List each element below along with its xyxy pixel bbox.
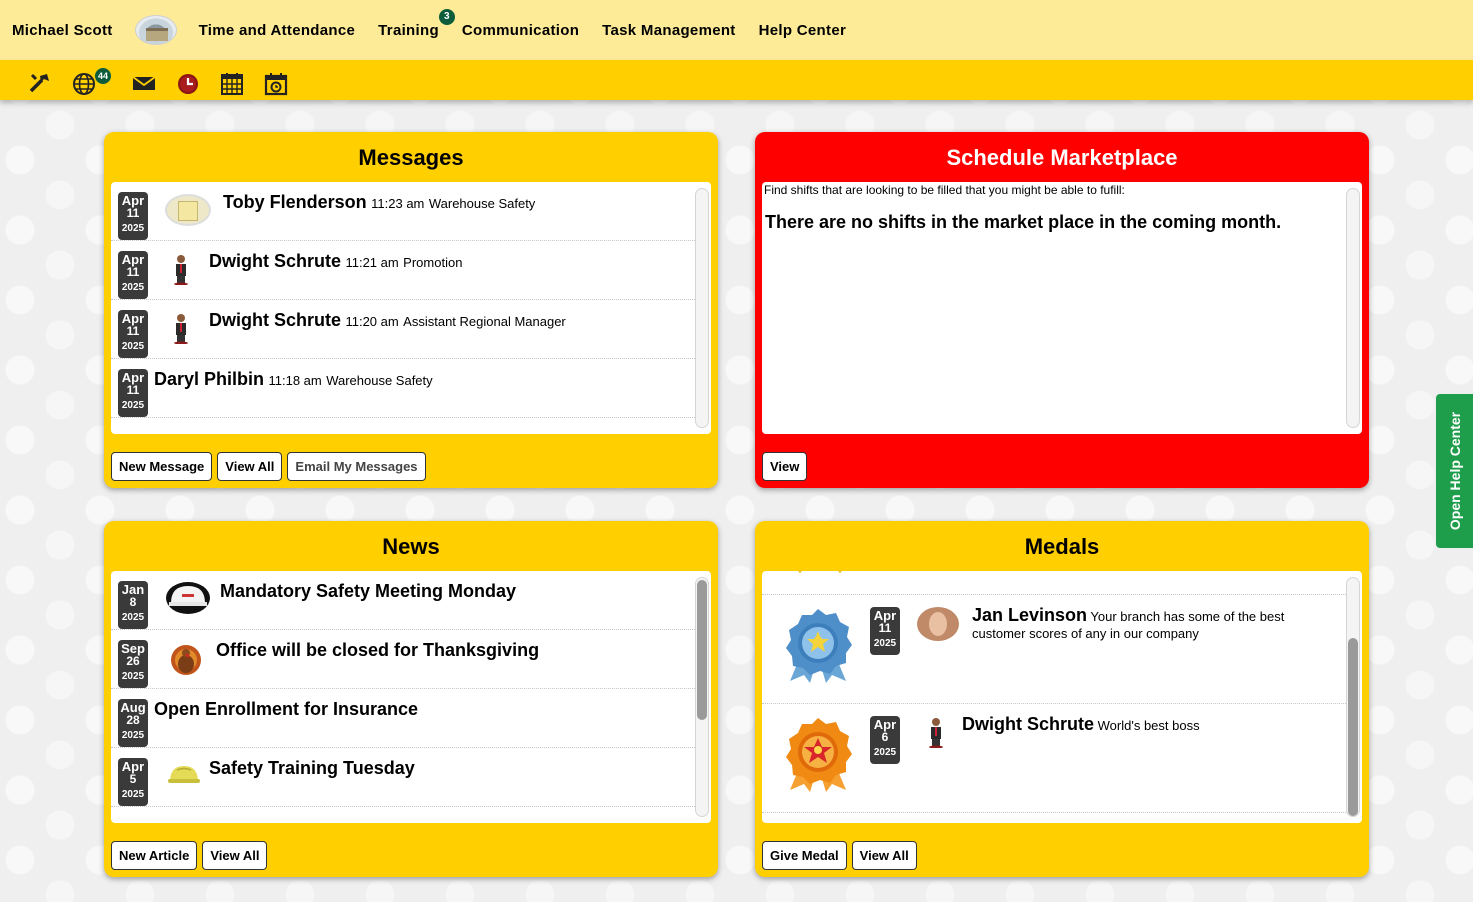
news-row[interactable] <box>111 630 695 689</box>
news-panel <box>104 521 718 877</box>
medals-panel <box>755 521 1369 877</box>
user-name[interactable]: Michael Scott <box>12 21 113 39</box>
calendar-icon[interactable] <box>219 70 245 96</box>
nav-training[interactable] <box>378 10 450 39</box>
news-list <box>111 571 711 823</box>
email-my-messages-button[interactable]: Email My Messages <box>287 452 425 481</box>
sender-avatar <box>173 312 189 349</box>
new-article-button[interactable]: New Article <box>111 841 197 870</box>
blue-medal-icon <box>782 607 854 690</box>
nav-task-management[interactable]: Task Management <box>602 21 736 39</box>
tools-icon[interactable] <box>27 70 53 96</box>
news-headline: Office will be closed for Thanksgiving <box>216 640 540 660</box>
date-badge: Apr 11 2025 <box>118 369 148 417</box>
message-subject: Assistant Regional Manager <box>403 314 566 329</box>
messages-title: Messages <box>358 145 464 170</box>
messages-actions <box>111 452 431 481</box>
message-time: 11:21 am <box>345 255 399 270</box>
sender-name: Daryl Philbin <box>154 369 265 389</box>
marketplace-title: Schedule Marketplace <box>946 145 1178 170</box>
news-headline: Safety Training Tuesday <box>209 758 415 778</box>
globe-count-badge: 44 <box>95 68 111 84</box>
date-badge: Apr 11 2025 <box>118 251 148 299</box>
news-row[interactable] <box>111 571 695 630</box>
medal-note: Your branch has some of the best customer scores of any in our company <box>972 609 1285 641</box>
sender-name: Dwight Schrute <box>209 310 342 330</box>
turkey-thumbnail <box>167 644 205 681</box>
date-badge: Apr 5 2025 <box>118 758 148 806</box>
recipient-avatar <box>917 607 959 641</box>
date-badge: Sep 26 2025 <box>118 640 148 688</box>
sender-avatar <box>165 194 211 226</box>
mail-icon[interactable] <box>131 70 157 96</box>
medal-row[interactable] <box>762 595 1346 704</box>
message-time: 11:23 am <box>371 196 425 211</box>
news-scrollbar[interactable] <box>695 577 709 817</box>
message-subject: Warehouse Safety <box>326 373 433 388</box>
top-nav-bar <box>0 0 1473 60</box>
date-badge: Apr 11 2025 <box>870 607 900 655</box>
schedule-marketplace-panel <box>755 132 1369 488</box>
medals-actions <box>762 841 922 870</box>
view-all-messages-button[interactable]: View All <box>217 452 282 481</box>
marketplace-content <box>762 182 1362 434</box>
nav-communication[interactable]: Communication <box>461 21 580 39</box>
medal-row-partial <box>762 571 1346 595</box>
message-time: 11:18 am <box>268 373 322 388</box>
recipient-name: Dwight Schrute <box>962 714 1095 734</box>
medals-scrollbar[interactable] <box>1346 577 1360 817</box>
nav-time-and-attendance[interactable]: Time and Attendance <box>198 21 356 39</box>
news-title: News <box>382 534 440 559</box>
message-row[interactable] <box>111 300 695 359</box>
quick-icon-bar <box>0 60 1473 100</box>
news-headline: Open Enrollment for Insurance <box>154 699 419 719</box>
nav-help-center[interactable]: Help Center <box>758 21 847 39</box>
training-count-badge: 3 <box>439 9 455 25</box>
open-help-center-tab[interactable] <box>1436 394 1473 548</box>
help-tab-label: Open Help Center <box>1446 411 1463 531</box>
date-badge: Apr 11 2025 <box>118 310 148 358</box>
safety-helmet-thumbnail <box>167 762 201 791</box>
medals-scroll-thumb[interactable] <box>1348 638 1358 816</box>
date-badge: Apr 6 2025 <box>870 716 900 764</box>
medals-list <box>762 571 1362 823</box>
date-badge: Apr 11 2025 <box>118 192 148 240</box>
messages-list <box>111 182 711 434</box>
give-medal-button[interactable]: Give Medal <box>762 841 847 870</box>
user-avatar[interactable] <box>135 15 177 45</box>
clock-icon[interactable] <box>175 70 201 96</box>
view-all-medals-button[interactable]: View All <box>852 841 917 870</box>
news-headline: Mandatory Safety Meeting Monday <box>220 581 517 601</box>
alarm-clock-icon[interactable] <box>263 70 289 96</box>
news-row[interactable] <box>111 689 695 748</box>
recipient-name: Jan Levinson <box>972 605 1088 625</box>
medal-note: World's best boss <box>1097 718 1200 733</box>
orange-medal-icon <box>782 716 854 799</box>
date-badge: Aug 28 2025 <box>118 699 148 747</box>
marketplace-actions <box>762 452 812 481</box>
messages-panel <box>104 132 718 488</box>
news-row[interactable] <box>111 748 695 807</box>
medal-row[interactable] <box>762 704 1346 813</box>
news-actions <box>111 841 272 870</box>
sender-name: Toby Flenderson <box>223 192 367 212</box>
message-subject: Warehouse Safety <box>428 196 536 211</box>
recipient-avatar <box>928 716 944 753</box>
globe-icon[interactable] <box>71 70 108 96</box>
sender-name: Dwight Schrute <box>209 251 342 271</box>
message-subject: Promotion <box>403 255 463 270</box>
sender-avatar <box>173 253 189 290</box>
message-row[interactable] <box>111 359 695 418</box>
marketplace-scrollbar[interactable] <box>1346 188 1360 428</box>
new-message-button[interactable]: New Message <box>111 452 212 481</box>
message-time: 11:20 am <box>345 314 399 329</box>
message-row[interactable] <box>111 241 695 300</box>
news-scroll-thumb[interactable] <box>697 580 707 720</box>
message-row[interactable] <box>111 182 695 241</box>
date-badge: Jan 8 2025 <box>118 581 148 629</box>
medals-title: Medals <box>1024 534 1100 559</box>
marketplace-empty-message: There are no shifts in the market place in the coming month. <box>765 212 1282 232</box>
nav-training-label: Training <box>378 21 439 39</box>
messages-scrollbar[interactable] <box>695 188 709 428</box>
main-nav <box>198 10 870 39</box>
marketplace-intro: Find shifts that are looking to be filled that you might be able to fufill: <box>764 183 1125 197</box>
marketplace-view-button[interactable]: View <box>762 452 807 481</box>
view-all-news-button[interactable]: View All <box>202 841 267 870</box>
hard-hat-thumbnail <box>165 581 211 620</box>
